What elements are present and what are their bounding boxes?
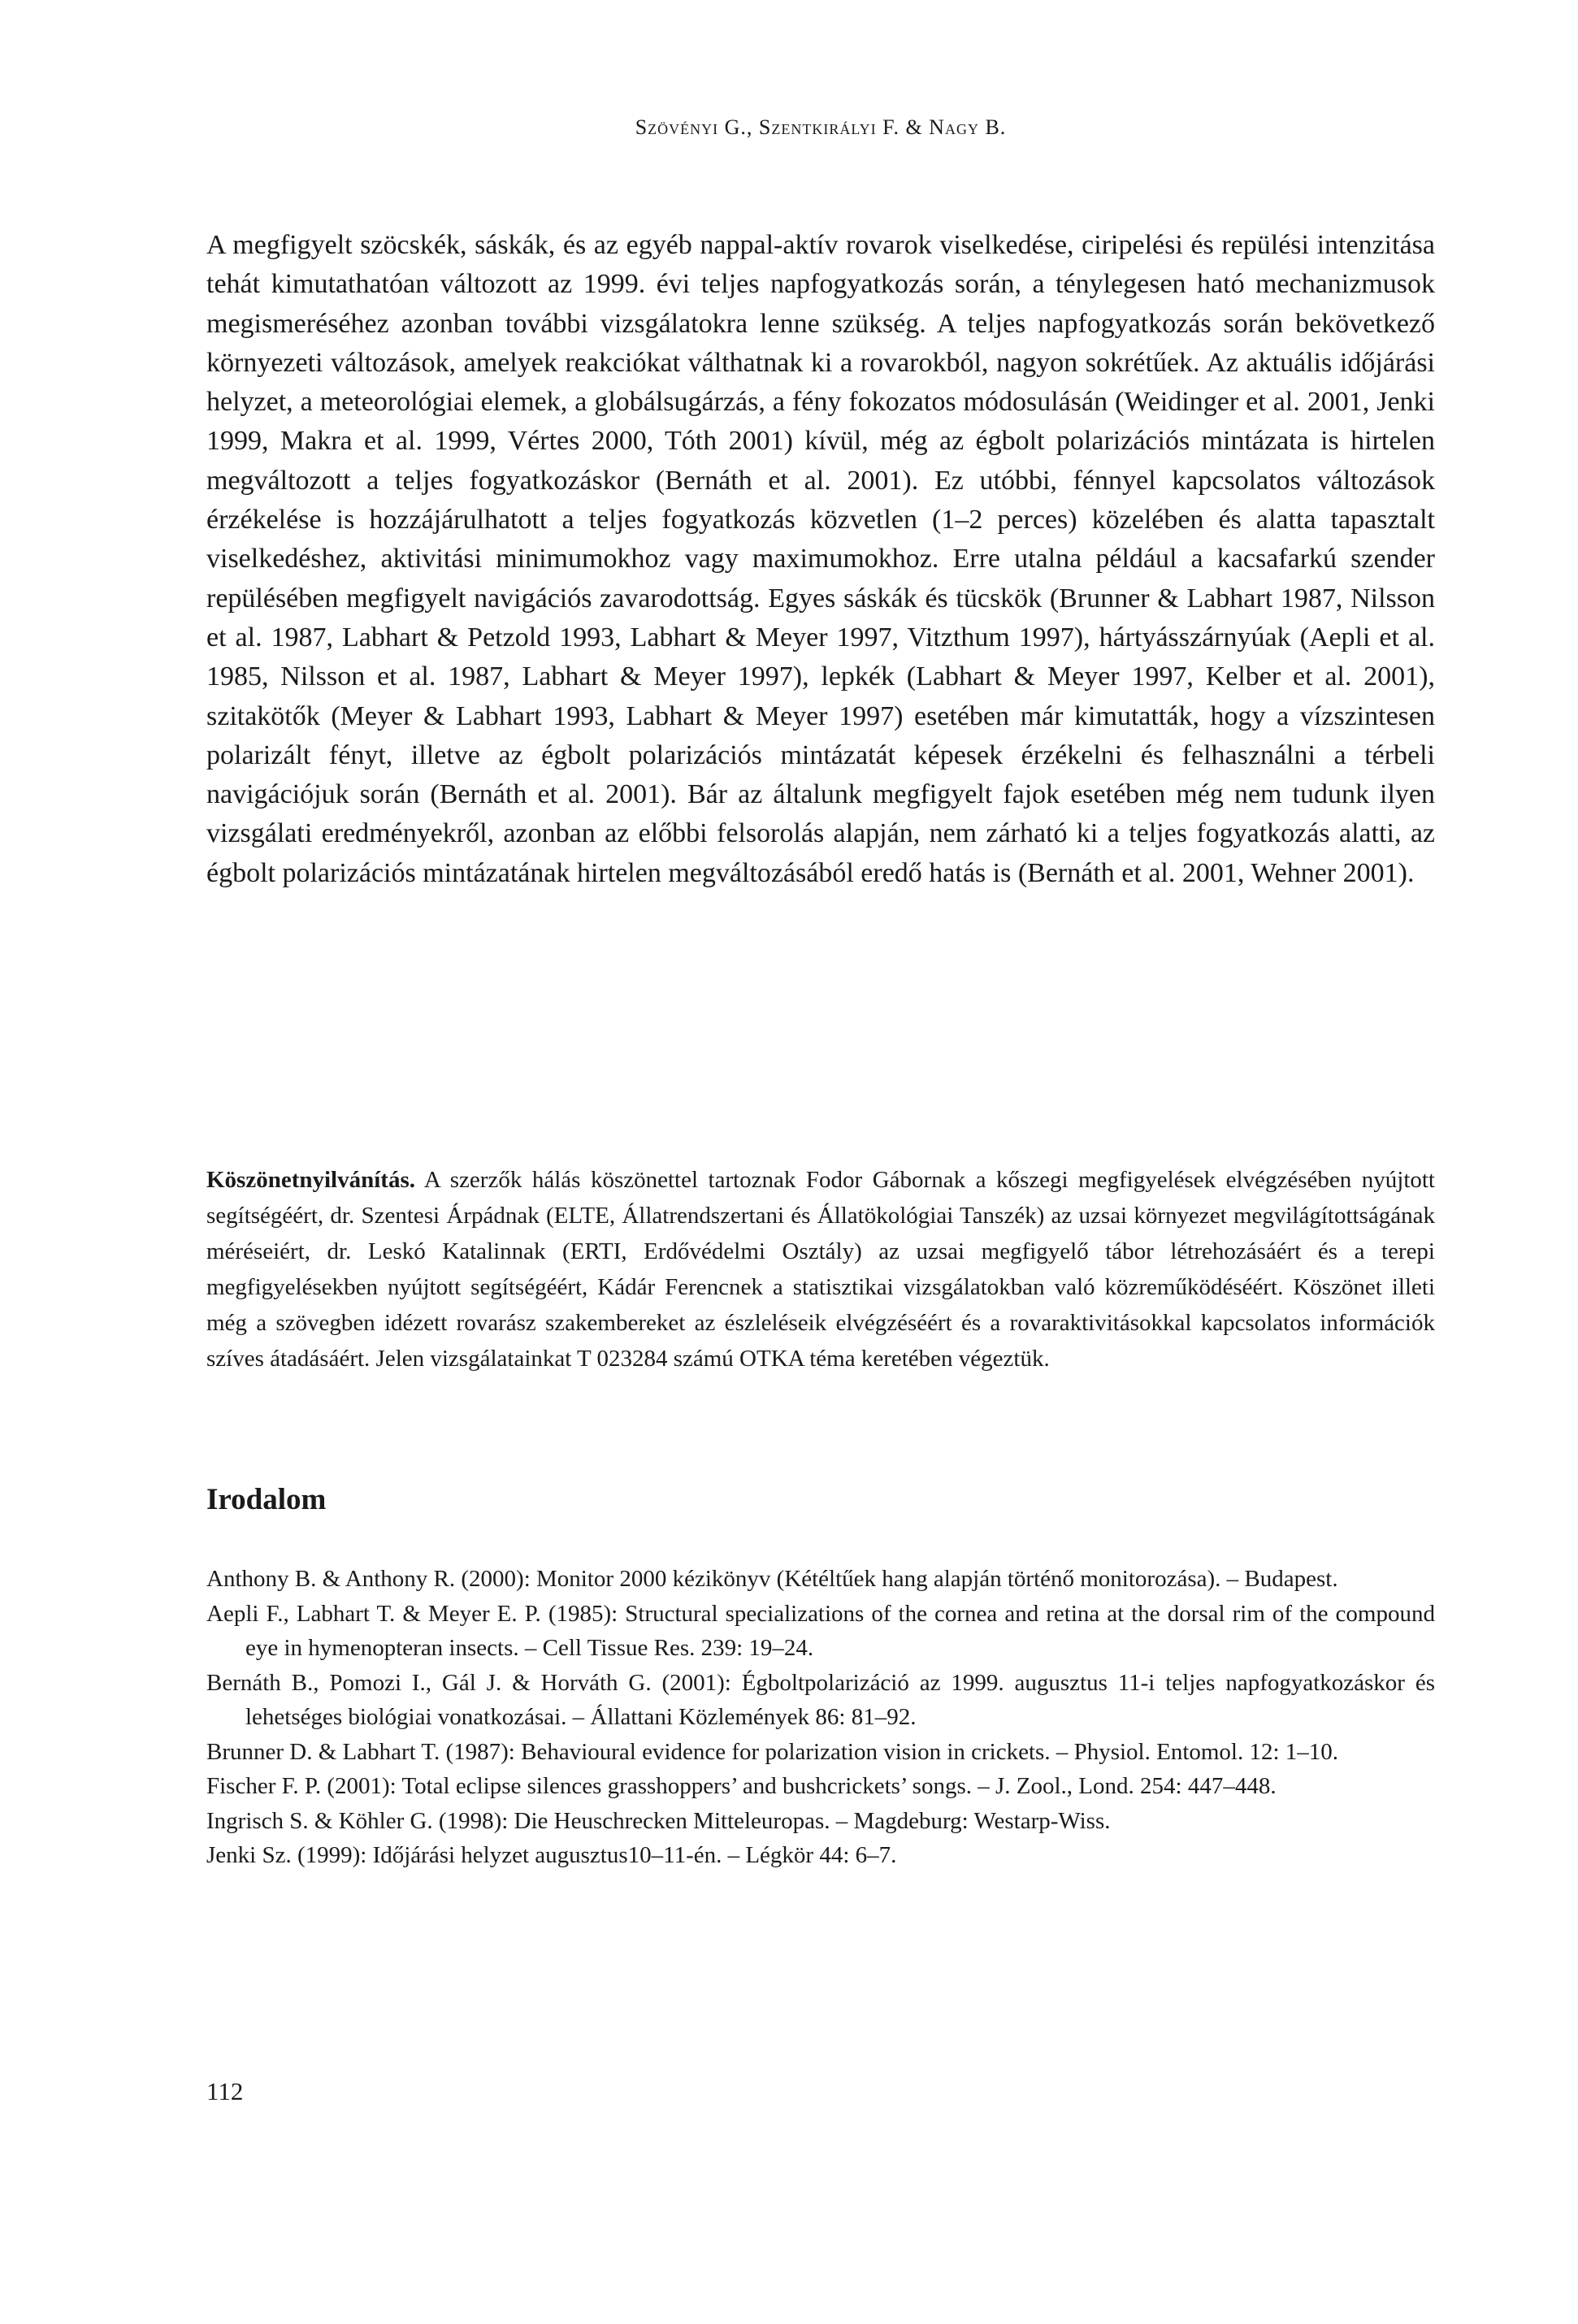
page xyxy=(206,0,1435,2324)
reference-item: Jenki Sz. (1999): Időjárási helyzet augusztus10–11-én. – Légkör 44: 6–7. xyxy=(206,1842,897,1868)
acknowledgement-text: A szerzők hálás köszönettel tartoznak Fodor Gábornak a kőszegi megfigyelések elvégzésében nyújtott segítségéért, dr. Szentesi Árpádnak (ELTE, Állatrendszertani és Állatökológiai Tanszék) az uzsai környezet megvilágítottságának méréseiért, dr. Leskó Katalinnak (ERTI, Erdővédelmi Osztály) az uzsai megfigyelő tábor létrehozásáért és a terepi megfigyelésekben nyújtott segítségéért, Kádár Ferencnek a statisztikai vizsgálatokban való közreműködéséért. Köszönet illeti még a szövegben idézett rovarász szakembereket az észleléseik elvégzéséért és a rovaraktivitásokkal kapcsolatos információk szíves átadásáért. Jelen vizsgálatainkat T 023284 számú OTKA téma keretében végeztük. xyxy=(206,1167,1435,1372)
reference-item: Bernáth B., Pomozi I., Gál J. & Horváth G. (2001): Égboltpolarizáció az 1999. augusztus 11-i teljes napfogyatkozáskor és lehetséges biológiai vonatkozásai. – Állattani Közlemények 86: 81–92. xyxy=(206,1669,1435,1730)
references-title: Irodalom xyxy=(206,1483,327,1516)
acknowledgement-paragraph xyxy=(206,1162,1435,1377)
body-section xyxy=(206,226,1435,893)
reference-item: Anthony B. & Anthony R. (2000): Monitor 2000 kézikönyv (Kétéltűek hang alapján történő monitorozása). – Budapest. xyxy=(206,1566,1338,1592)
reference-item: Fischer F. P. (2001): Total eclipse silences grasshoppers’ and bushcrickets’ songs. – J. Zool., Lond. 254: 447–448. xyxy=(206,1773,1277,1799)
acknowledgement-heading: Köszönetnyilvánítás. xyxy=(206,1167,415,1193)
reference-list xyxy=(206,1562,1435,1873)
reference-item: Ingrisch S. & Köhler G. (1998): Die Heuschrecken Mitteleuropas. – Magdeburg: Westarp-Wiss. xyxy=(206,1807,1111,1834)
reference-item: Brunner D. & Labhart T. (1987): Behavioural evidence for polarization vision in crickets. – Physiol. Entomol. 12: 1–10. xyxy=(206,1738,1339,1765)
running-head: Szövényi G., Szentkirályi F. & Nagy B. xyxy=(635,115,1007,139)
body-paragraph: A megfigyelt szöcskék, sáskák, és az egyéb nappal-aktív rovarok viselkedése, ciripelési és repülési intenzitása tehát kimutathatóan változott az 1999. évi teljes napfogyatkozás során, a ténylegesen ható mechanizmusok megismeréséhez azonban további vizsgálatokra lenne szükség. A teljes napfogyatkozás során bekövetkező környezeti változások, amelyek reakciókat válthatnak ki a rovarokból, nagyon sokrétűek. Az aktuális időjárási helyzet, a meteorológiai elemek, a globálsugárzás, a fény fokozatos módosulásán (Weidinger et al. 2001, Jenki 1999, Makra et al. 1999, Vértes 2000, Tóth 2001) kívül, még az égbolt polarizációs mintázata is hirtelen megváltozott a teljes fogyatkozáskor (Bernáth et al. 2001). Ez utóbbi, fénnyel kapcsolatos változások érzékelése is hozzájárulhatott a teljes fogyatkozás közvetlen (1–2 perces) közelében és alatta tapasztalt viselkedéshez, aktivitási minimumokhoz vagy maximumokhoz. Erre utalna például a kacsafarkú szender repülésében megfigyelt navigációs zavarodottság. Egyes sáskák és tücskök (Brunner & Labhart 1987, Nilsson et al. 1987, Labhart & Petzold 1993, Labhart & Meyer 1997, Vitzthum 1997), hártyásszárnyúak (Aepli et al. 1985, Nilsson et al. 1987, Labhart & Meyer 1997), lepkék (Labhart & Meyer 1997, Kelber et al. 2001), szitakötők (Meyer & Labhart 1993, Labhart & Meyer 1997) esetében már kimutatták, hogy a vízszintesen polarizált fényt, illetve az égbolt polarizációs mintázatát képesek érzékelni és felhasználni a térbeli navigációjuk során (Bernáth et al. 2001). Bár az általunk megfigyelt fajok esetében még nem tudunk ilyen vizsgálati eredményekről, azonban az előbbi felsorolás alapján, nem zárható ki a teljes fogyatkozás alatti, az égbolt polarizációs mintázatának hirtelen megváltozásából eredő hatás is (Bernáth et al. 2001, Wehner 2001). xyxy=(206,230,1435,888)
acknowledgement-section xyxy=(206,1162,1435,1377)
reference-item: Aepli F., Labhart T. & Meyer E. P. (1985): Structural specializations of the cornea and retina at the dorsal rim of the compound eye in hymenopteran insects. – Cell Tissue Res. 239: 19–24. xyxy=(206,1600,1435,1661)
page-number: 112 xyxy=(206,2077,244,2105)
